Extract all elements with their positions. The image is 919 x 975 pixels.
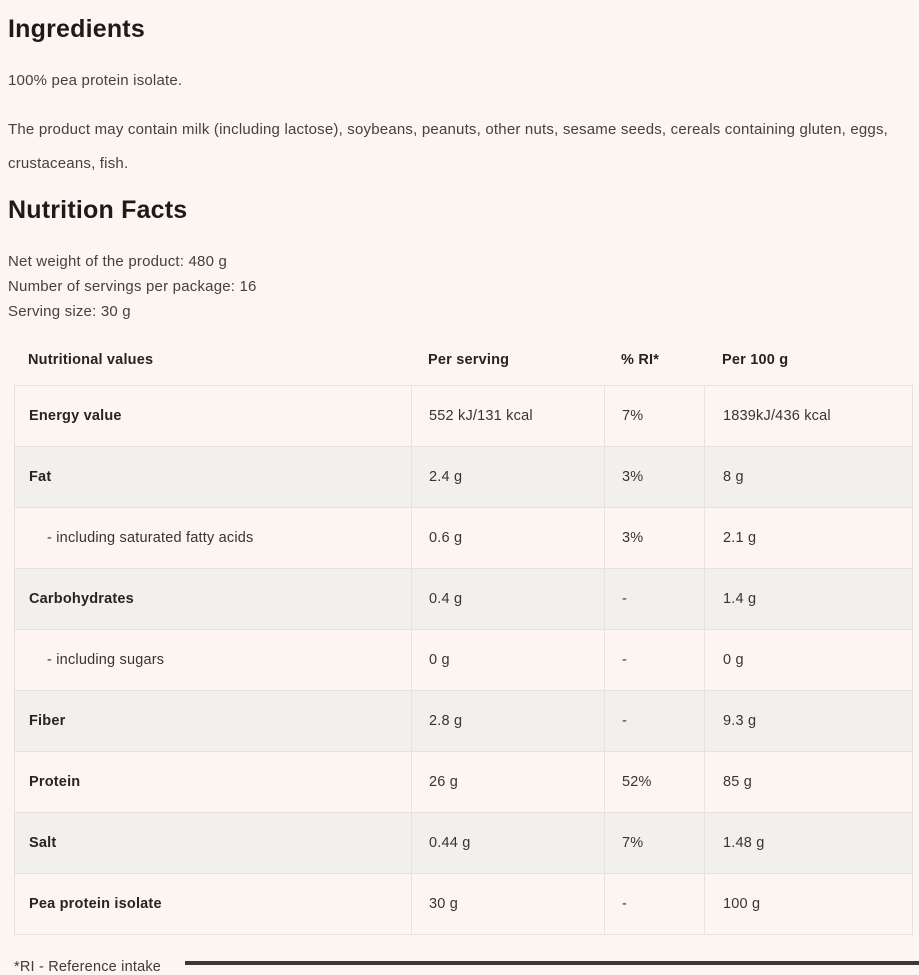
per-100g-cell: 1839kJ/436 kcal xyxy=(705,385,913,446)
nutrient-name-cell: Salt xyxy=(15,812,412,873)
ri-cell: 7% xyxy=(605,385,705,446)
nutrient-name-cell: Fiber xyxy=(15,690,412,751)
per-serving-cell: 0.4 g xyxy=(412,568,605,629)
ri-cell: 52% xyxy=(605,751,705,812)
serving-info xyxy=(8,249,912,324)
per-serving-cell: 552 kJ/131 kcal xyxy=(412,385,605,446)
table-row-pea-protein-isolate xyxy=(15,873,913,934)
table-row-fat xyxy=(15,446,913,507)
per-100g-cell: 100 g xyxy=(705,873,913,934)
nutrient-name-cell: - including saturated fatty acids xyxy=(15,507,412,568)
table-row-saturated-fat xyxy=(15,507,913,568)
per-100g-cell: 2.1 g xyxy=(705,507,913,568)
nutrition-facts-title: Nutrition Facts xyxy=(8,196,188,225)
nutrient-name-cell: Protein xyxy=(15,751,412,812)
table-row-protein xyxy=(15,751,913,812)
ri-cell: 3% xyxy=(605,446,705,507)
per-100g-cell: 85 g xyxy=(705,751,913,812)
table-row-energy xyxy=(15,385,913,446)
per-serving-cell: 26 g xyxy=(412,751,605,812)
reference-intake-footnote: *RI - Reference intake xyxy=(14,958,162,975)
nutrient-name-cell: - including sugars xyxy=(15,629,412,690)
ri-cell: - xyxy=(605,690,705,751)
ingredients-title: Ingredients xyxy=(8,15,145,43)
table-row-fiber xyxy=(15,690,913,751)
per-100g-cell: 9.3 g xyxy=(705,690,913,751)
per-100g-cell: 1.4 g xyxy=(705,568,913,629)
ri-cell: - xyxy=(605,568,705,629)
header-ri-percent: % RI* xyxy=(621,351,660,368)
nutrient-name-cell: Energy value xyxy=(15,385,412,446)
per-serving-cell: 30 g xyxy=(412,873,605,934)
table-row-salt xyxy=(15,812,913,873)
nutrition-table xyxy=(14,385,913,935)
nutrient-name-cell: Pea protein isolate xyxy=(15,873,412,934)
header-nutritional-values: Nutritional values xyxy=(28,351,154,368)
per-serving-cell: 0.44 g xyxy=(412,812,605,873)
servings-per-package-text: Number of servings per package: 16 xyxy=(8,277,257,295)
ri-cell: 3% xyxy=(605,507,705,568)
ingredients-main-text: 100% pea protein isolate. xyxy=(8,72,183,90)
per-serving-cell: 2.4 g xyxy=(412,446,605,507)
per-100g-cell: 1.48 g xyxy=(705,812,913,873)
header-per-100g: Per 100 g xyxy=(722,351,789,368)
ri-cell: - xyxy=(605,629,705,690)
nutrition-table-header xyxy=(14,352,912,368)
bottom-dark-bar xyxy=(185,961,919,965)
table-row-sugars xyxy=(15,629,913,690)
per-100g-cell: 8 g xyxy=(705,446,913,507)
per-serving-cell: 0.6 g xyxy=(412,507,605,568)
per-serving-cell: 0 g xyxy=(412,629,605,690)
allergen-info-text: The product may contain milk (including lactose), soybeans, peanuts, other nuts, sesame seeds, cereals containing gluten, eggs, crustaceans, fish. xyxy=(8,121,889,173)
ri-cell: 7% xyxy=(605,812,705,873)
per-serving-cell: 2.8 g xyxy=(412,690,605,751)
ri-cell: - xyxy=(605,873,705,934)
nutrient-name-cell: Fat xyxy=(15,446,412,507)
net-weight-text: Net weight of the product: 480 g xyxy=(8,252,228,270)
table-row-carbohydrates xyxy=(15,568,913,629)
serving-size-text: Serving size: 30 g xyxy=(8,302,131,320)
per-100g-cell: 0 g xyxy=(705,629,913,690)
header-per-serving: Per serving xyxy=(428,351,510,368)
nutrient-name-cell: Carbohydrates xyxy=(15,568,412,629)
